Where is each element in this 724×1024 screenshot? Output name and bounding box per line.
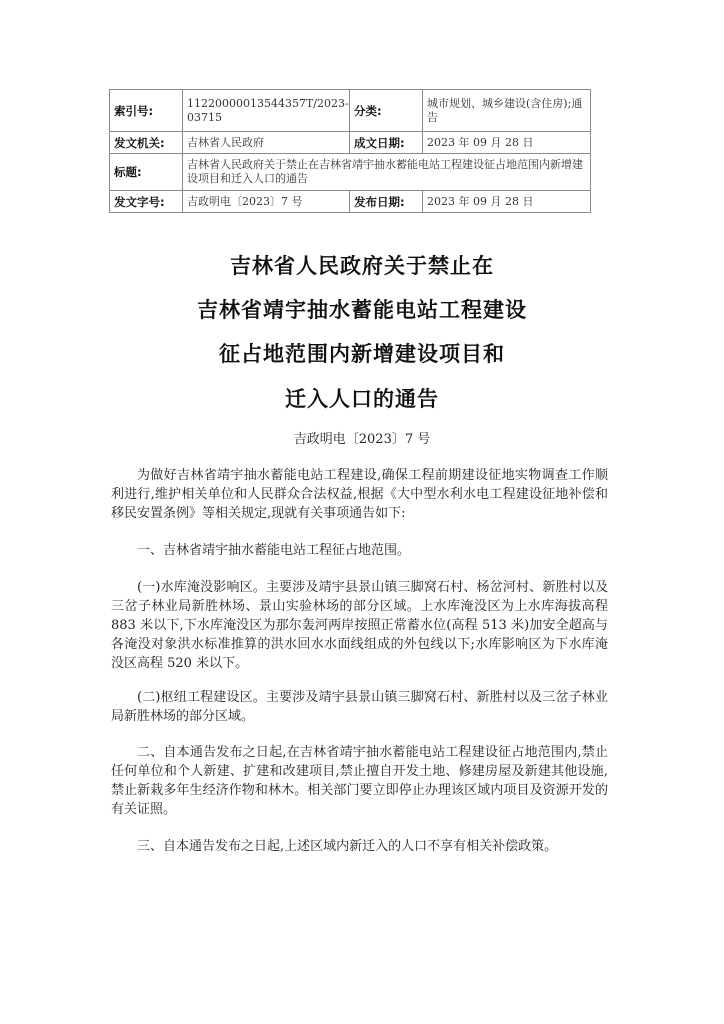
created-date-label: 成文日期:	[350, 132, 423, 154]
document-metadata-table	[109, 89, 591, 213]
title-value: 吉林省人民政府关于禁止在吉林省靖宇抽水蓄能电站工程建设征占地范围内新增建设项目和迁入人口的通告	[183, 154, 591, 191]
meta-row-title	[110, 154, 591, 191]
body-paragraph-section-2: 二、自本通告发布之日起,在吉林省靖宇抽水蓄能电站工程建设征占地范围内,禁止任何单位和个人新建、扩建和改建项目,禁止擅自开发土地、修建房屋及新建其他设施,禁止新栽多年生经济作物和林木。相关部门要立即停止办理该区域内项目及资源开发的有关证照。	[111, 745, 608, 817]
meta-row-docno	[110, 191, 591, 213]
document-title-line-2: 吉林省靖宇抽水蓄能电站工程建设	[197, 298, 527, 322]
docno-label: 发文字号:	[110, 191, 183, 213]
category-value: 城市规划、城乡建设(含住房);通告	[423, 90, 591, 132]
published-date-value: 2023 年 09 月 28 日	[423, 191, 591, 213]
document-title-line-3: 征占地范围内新增建设项目和	[219, 342, 505, 366]
body-paragraph-section-1: 一、吉林省靖宇抽水蓄能电站工程征占地范围。	[137, 543, 411, 558]
issuer-value: 吉林省人民政府	[183, 132, 350, 154]
category-label: 分类:	[350, 90, 423, 132]
document-title-line-1: 吉林省人民政府关于禁止在	[230, 254, 494, 278]
document-title-line-4: 迁入人口的通告	[285, 387, 439, 411]
index-value: 11220000013544357T/2023-03715	[183, 90, 350, 132]
docno-value: 吉政明电〔2023〕7 号	[183, 191, 350, 213]
created-date-value: 2023 年 09 月 28 日	[423, 132, 591, 154]
published-date-label: 发布日期:	[350, 191, 423, 213]
document-number: 吉政明电〔2023〕7 号	[293, 432, 431, 447]
body-paragraph-reservoir-area: (一)水库淹没影响区。主要涉及靖宇县景山镇三脚窝石村、杨岔河村、新胜村以及三岔子林业局新胜林场、景山实验林场的部分区域。上水库淹没区为上水库海拔高程 883 米以下,下水库淹没区为那尔轰河两岸按照正常蓄水位(高程 513 米)加安全超高与各淹没对象洪水标准推算的洪水回水水面线组成的外包线以下;水库影响区为下水库淹没区高程 520 米以下。	[111, 580, 608, 671]
meta-row-issuer	[110, 132, 591, 154]
body-paragraph-intro: 为做好吉林省靖宇抽水蓄能电站工程建设,确保工程前期建设征地实物调查工作顺利进行,维护相关单位和人民群众合法权益,根据《大中型水利水电工程建设征地补偿和移民安置条例》等相关规定,现就有关事项通告如下:	[111, 468, 608, 521]
meta-row-index	[110, 90, 591, 132]
index-label: 索引号:	[110, 90, 183, 132]
title-label: 标题:	[110, 154, 183, 191]
issuer-label: 发文机关:	[110, 132, 183, 154]
body-paragraph-hub-area: (二)枢纽工程建设区。主要涉及靖宇县景山镇三脚窝石村、新胜村以及三岔子林业局新胜林场的部分区域。	[111, 690, 608, 724]
body-paragraph-section-3: 三、自本通告发布之日起,上述区域内新迁入的人口不享有相关补偿政策。	[137, 839, 558, 854]
